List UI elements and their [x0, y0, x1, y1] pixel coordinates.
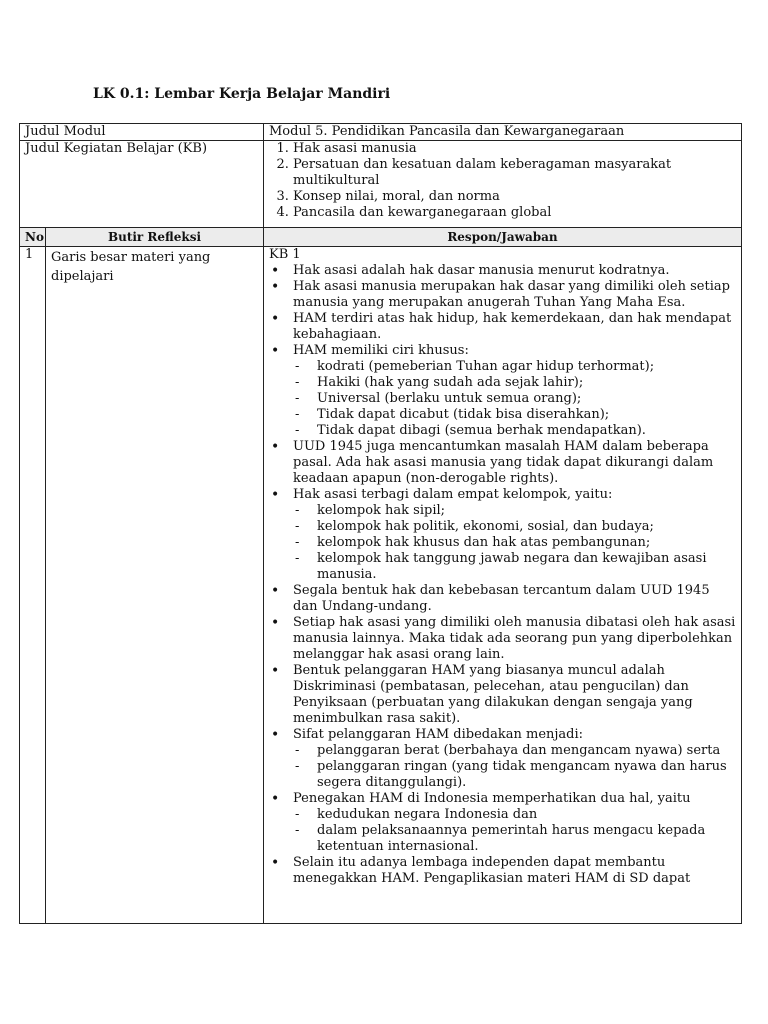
bullet-text: Hak asasi manusia merupakan hak dasar yang dimiliki oleh setiap manusia yang merupakan anugerah Tuhan Yang Maha Esa.	[293, 279, 730, 310]
bullet-item	[293, 487, 736, 583]
bullet-text: HAM memiliki ciri khusus:	[293, 343, 469, 358]
kb-item: 4. Pancasila dan kewarganegaraan global	[293, 205, 736, 221]
bullet-item	[293, 663, 736, 727]
sub-item: - kedudukan negara Indonesia dan	[317, 807, 736, 823]
kb-heading: KB 1	[269, 247, 301, 262]
bullet-text: Sifat pelanggaran HAM dibedakan menjadi:	[293, 727, 584, 742]
sub-list	[293, 807, 736, 855]
kb-row	[20, 141, 742, 228]
bullet-item	[293, 727, 736, 791]
sub-item: - Universal (berlaku untuk semua orang);	[317, 391, 736, 407]
bullet-item	[293, 791, 736, 855]
sub-item: - kelompok hak politik, ekonomi, sosial, dan budaya;	[317, 519, 736, 535]
kb-list	[269, 141, 736, 221]
bullet-text: Segala bentuk hak dan kebebasan tercantum dalam UUD 1945 dan Undang-undang.	[293, 583, 710, 614]
modul-label: Judul Modul	[20, 124, 264, 141]
sub-item: - Tidak dapat dibagi (semua berhak mendapatkan).	[317, 423, 736, 439]
bullet-text: Penegakan HAM di Indonesia memperhatikan dua hal, yaitu	[293, 791, 691, 806]
kb-item: 2. Persatuan dan kesatuan dalam keberagaman masyarakat multikultural	[293, 157, 736, 189]
table-row	[20, 247, 742, 924]
bullet-text: Setiap hak asasi yang dimiliki oleh manusia dibatasi oleh hak asasi manusia lainnya. Maka tidak ada seorang pun yang diperbolehkan melanggar hak asasi orang lain.	[293, 615, 736, 662]
kb-item: 3. Konsep nilai, moral, dan norma	[293, 189, 736, 205]
sub-list	[293, 743, 736, 791]
bullet-text: UUD 1945 juga mencantumkan masalah HAM dalam beberapa pasal. Ada hak asasi manusia yang tidak dapat dikurangi dalam keadaan apapun (non-derogable rights).	[293, 439, 714, 486]
row-number: 1	[20, 247, 46, 924]
bullet-item	[293, 279, 736, 311]
bullet-item	[293, 439, 736, 487]
kb-list-cell	[264, 141, 742, 228]
sub-list	[293, 503, 736, 583]
header-butir: Butir Refleksi	[46, 228, 264, 247]
butir-refleksi-text: Garis besar materi yang dipelajari	[46, 247, 264, 924]
sub-item: - Tidak dapat dicabut (tidak bisa diserahkan);	[317, 407, 736, 423]
kb-item: 1. Hak asasi manusia	[293, 141, 736, 157]
bullet-text: Selain itu adanya lembaga independen dapat membantu menegakkan HAM. Pengaplikasian materi HAM di SD dapat	[293, 855, 691, 886]
bullet-item	[293, 615, 736, 663]
bullet-text: HAM terdiri atas hak hidup, hak kemerdekaan, dan hak mendapat kebahagiaan.	[293, 311, 732, 342]
bullet-item	[293, 583, 736, 615]
modul-row	[20, 124, 742, 141]
sub-item: - pelanggaran ringan (yang tidak mengancam nyawa dan harus segera ditanggulangi).	[317, 759, 736, 791]
modul-value: Modul 5. Pendidikan Pancasila dan Kewarganegaraan	[264, 124, 742, 141]
sub-item: - pelanggaran berat (berbahaya dan mengancam nyawa) serta	[317, 743, 736, 759]
worksheet-table	[19, 123, 742, 924]
sub-item: - kelompok hak khusus dan hak atas pembangunan;	[317, 535, 736, 551]
sub-item: - kelompok hak sipil;	[317, 503, 736, 519]
respon-bullet-list	[269, 263, 736, 887]
bullet-text: Bentuk pelanggaran HAM yang biasanya muncul adalah Diskriminasi (pembatasan, pelecehan, atau pengucilan) dan Penyiksaan (perbuatan yang dilakukan dengan sengaja yang menimbulkan rasa sakit).	[293, 663, 693, 726]
bullet-item	[293, 263, 736, 279]
page-title: LK 0.1: Lembar Kerja Belajar Mandiri	[93, 86, 391, 102]
sub-item: - dalam pelaksanaannya pemerintah harus mengacu kepada ketentuan internasional.	[317, 823, 736, 855]
respon-content	[269, 247, 736, 923]
bullet-item	[293, 343, 736, 439]
bullet-text: Hak asasi adalah hak dasar manusia menurut kodratnya.	[293, 263, 670, 278]
header-no: No	[20, 228, 46, 247]
sub-list	[293, 359, 736, 439]
bullet-item	[293, 855, 736, 887]
header-row	[20, 228, 742, 247]
kb-label: Judul Kegiatan Belajar (KB)	[20, 141, 264, 228]
bullet-text: Hak asasi terbagi dalam empat kelompok, yaitu:	[293, 487, 613, 502]
sub-item: - kelompok hak tanggung jawab negara dan kewajiban asasi manusia.	[317, 551, 736, 583]
header-respon: Respon/Jawaban	[264, 228, 742, 247]
sub-item: - kodrati (pemeberian Tuhan agar hidup terhormat);	[317, 359, 736, 375]
sub-item: - Hakiki (hak yang sudah ada sejak lahir);	[317, 375, 736, 391]
respon-cell	[264, 247, 742, 924]
bullet-item	[293, 311, 736, 343]
